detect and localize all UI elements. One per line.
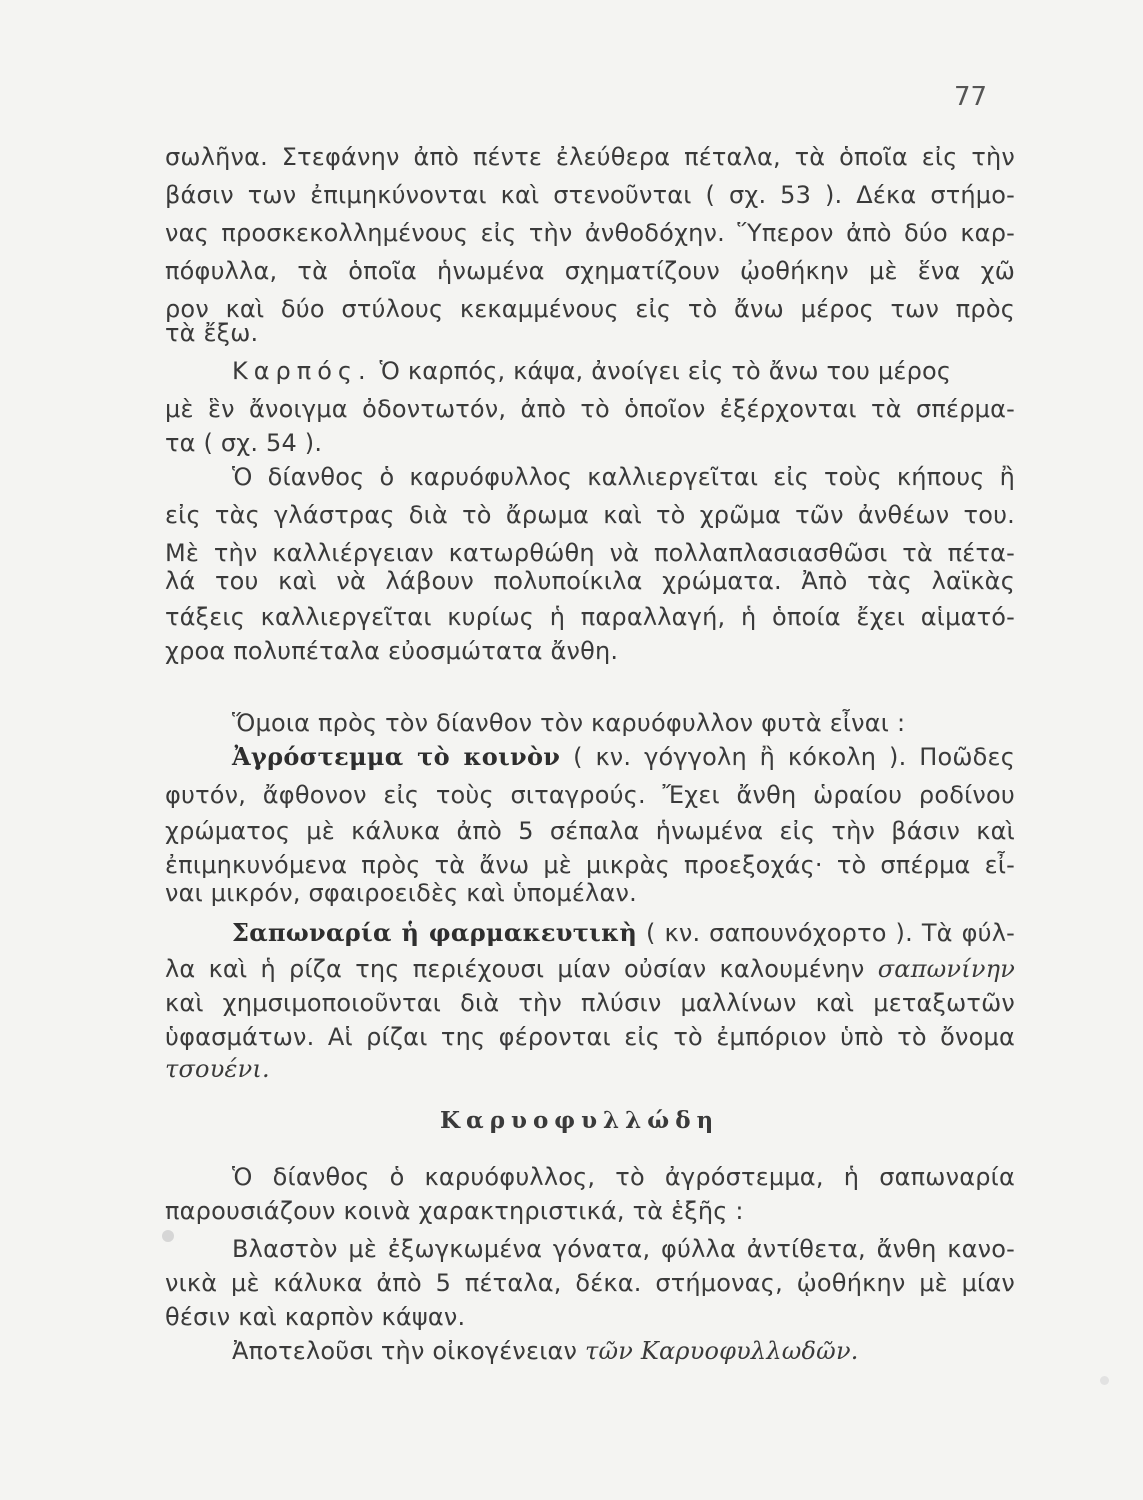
italic-term: τῶν Καρυοφυλλωδῶν. <box>584 1337 859 1365</box>
text-line: εἰς τὰς γλάστρας διὰ τὸ ἄρωμα καὶ τὸ χρῶμα τῶν ἀνθέων του. <box>165 501 1015 529</box>
text-line: ὑφασμάτων. Αἱ ρίζαι της φέρονται εἰς τὸ ἐμπόριον ὑπὸ τὸ ὄνομα <box>165 1023 1015 1051</box>
bleed-through-mark <box>1100 1376 1109 1385</box>
text-line: Ὁ δίανθος ὁ καρυόφυλλος καλλιεργεῖται εἰς τοὺς κήπους ἢ <box>232 463 1015 491</box>
text-line: παρουσιάζουν κοινὰ χαρακτηριστικά, τὰ ἑξῆς : <box>165 1197 744 1225</box>
text-line: ἐπιμηκυνόμενα πρὸς τὰ ἄνω μὲ μικρὰς προεξοχάς· τὸ σπέρμα εἶ- <box>165 851 1015 879</box>
text-line: Ὁ δίανθος ὁ καρυόφυλλος, τὸ ἀγρόστεμμα, ἡ σαπωναρία <box>232 1163 1015 1191</box>
text-line: Μὲ τὴν καλλιέργειαν κατωρθώθη νὰ πολλαπλασιασθῶσι τὰ πέτα- <box>165 539 1015 567</box>
italic-term: τσουένι. <box>165 1055 270 1083</box>
section-heading: Καρυοφυλλώδη <box>440 1107 720 1134</box>
text-line: Ὅμοια πρὸς τὸν δίανθον τὸν καρυόφυλλον φυτὰ εἶναι : <box>232 709 906 737</box>
term-label: Καρπός. <box>232 357 372 385</box>
italic-term: σαπωνίνην <box>877 955 1015 983</box>
text-line <box>165 954 1015 984</box>
text-line: νας προσκεκολλημένους εἰς τὴν ἀνθοδόχην. Ὕπερον ἀπὸ δύο καρ- <box>165 219 1015 247</box>
text-line <box>232 918 1015 948</box>
text-line: μὲ ἓν ἄνοιγμα ὀδοντωτόν, ἀπὸ τὸ ὁποῖον ἐξέρχονται τὰ σπέρμα- <box>165 395 1015 423</box>
text-line: χροα πολυπέταλα εὐοσμώτατα ἄνθη. <box>165 637 619 665</box>
text-span: ( κν. σαπουνόχορτο ). Τὰ φύλ- <box>646 919 1015 947</box>
text-line: τα ( σχ. 54 ). <box>165 429 323 457</box>
text-line: πόφυλλα, τὰ ὁποῖα ἡνωμένα σχηματίζουν ᾠοθήκην μὲ ἕνα χῶ <box>165 257 1015 285</box>
subheading-karpos <box>232 356 951 386</box>
text-line: τὰ ἔξω. <box>165 319 259 347</box>
text-line: τάξεις καλλιεργεῖται κυρίως ἡ παραλλαγή, ἡ ὁποία ἔχει αἱματό- <box>165 603 1015 631</box>
text-span: Ὁ καρπός, κάψα, ἀνοίγει εἰς τὸ ἄνω του μέρος <box>379 357 952 385</box>
species-name: Ἀγρόστεμμα τὸ κοινὸν <box>232 742 561 771</box>
text-line: ρον καὶ δύο στύλους κεκαμμένους εἰς τὸ ἄνω μέρος των πρὸς <box>165 295 1015 323</box>
text-span: λα καὶ ἡ ρίζα της περιέχουσι μίαν οὐσίαν καλουμένην <box>165 955 865 983</box>
text-line: νικὰ μὲ κάλυκα ἀπὸ 5 πέταλα, δέκα. στήμονας, ᾠοθήκην μὲ μίαν <box>165 1269 1015 1297</box>
text-line: φυτόν, ἄφθονον εἰς τοὺς σιταγρούς. Ἔχει ἄνθη ὡραίου ροδίνου <box>165 781 1015 809</box>
text-line <box>232 1336 859 1366</box>
text-line: σωλῆνα. Στεφάνην ἀπὸ πέντε ἐλεύθερα πέταλα, τὰ ὁποῖα εἰς τὴν <box>165 143 1015 171</box>
species-name: Σαπωναρία ἡ φαρμακευτικὴ <box>232 918 638 947</box>
text-line: βάσιν των ἐπιμηκύνονται καὶ στενοῦνται ( σχ. 53 ). Δέκα στήμο- <box>165 181 1015 209</box>
text-line: χρώματος μὲ κάλυκα ἀπὸ 5 σέπαλα ἡνωμένα εἰς τὴν βάσιν καὶ <box>165 817 1015 845</box>
text-line: ναι μικρόν, σφαιροειδὲς καὶ ὑπομέλαν. <box>165 879 637 907</box>
page-number: 77 <box>954 82 988 112</box>
text-line: θέσιν καὶ καρπὸν κάψαν. <box>165 1303 466 1331</box>
text-line: Βλαστὸν μὲ ἐξωγκωμένα γόνατα, φύλλα ἀντίθετα, ἄνθη κανο- <box>232 1235 1015 1263</box>
text-span: Ἀποτελοῦσι τὴν οἰκογένειαν <box>232 1337 578 1365</box>
text-line: λά του καὶ νὰ λάβουν πολυποίκιλα χρώματα. Ἀπὸ τὰς λαϊκὰς <box>165 567 1015 595</box>
text-line <box>232 742 1015 772</box>
text-span: ( κν. γόγγολη ἢ κόκολη ). Ποῶδες <box>573 743 1015 771</box>
ink-speck <box>162 1230 174 1242</box>
text-line: καὶ χημσιμοποιοῦνται διὰ τὴν πλύσιν μαλλίνων καὶ μεταξωτῶν <box>165 989 1015 1017</box>
